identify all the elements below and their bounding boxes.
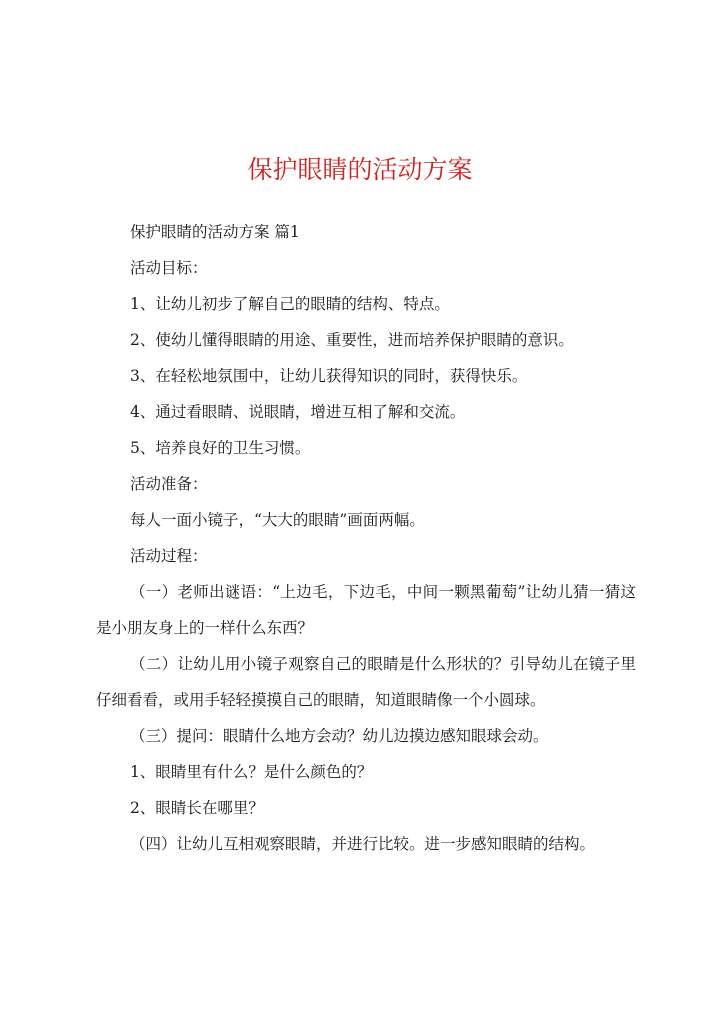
process-step: （一）老师出谜语：“上边毛，下边毛，中间一颗黑葡萄”让幼儿猜一猜这是小朋友身上的一样什么东西？ (96, 583, 636, 637)
document-title: 保护眼睛的活动方案 (247, 155, 473, 184)
goal-item: 3、在轻松地氛围中，让幼儿获得知识的同时，获得快乐。 (130, 367, 528, 385)
question-item: 1、眼睛里有什么？是什么颜色的？ (130, 763, 373, 781)
paragraph-goals-label: 活动目标： (130, 259, 208, 277)
question-item: 2、眼睛长在哪里？ (130, 799, 264, 817)
goal-item: 4、通过看眼睛、说眼睛，增进互相了解和交流。 (130, 403, 466, 421)
process-step: （二）让幼儿用小镜子观察自己的眼睛是什么形状的？引导幼儿在镜子里仔细看看，或用手轻轻摸摸自己的眼睛，知道眼睛像一个小圆球。 (96, 655, 636, 709)
document-body (96, 214, 636, 862)
paragraph-preparation: 每人一面小镜子，“大大的眼睛”画面两幅。 (130, 511, 425, 529)
paragraph-process-label: 活动过程： (130, 547, 208, 565)
goal-item: 5、培养良好的卫生习惯。 (130, 439, 311, 457)
goal-item: 1、让幼儿初步了解自己的眼睛的结构、特点。 (130, 295, 450, 313)
paragraph-preparation-label: 活动准备： (130, 475, 208, 493)
section-heading: 保护眼睛的活动方案 篇1 (130, 223, 300, 241)
process-step: （四）让幼儿互相观察眼睛，并进行比较。进一步感知眼睛的结构。 (130, 835, 596, 853)
process-step: （三）提问：眼睛什么地方会动？幼儿边摸边感知眼球会动。 (130, 727, 549, 745)
goal-item: 2、使幼儿懂得眼睛的用途、重要性，进而培养保护眼睛的意识。 (130, 331, 574, 349)
